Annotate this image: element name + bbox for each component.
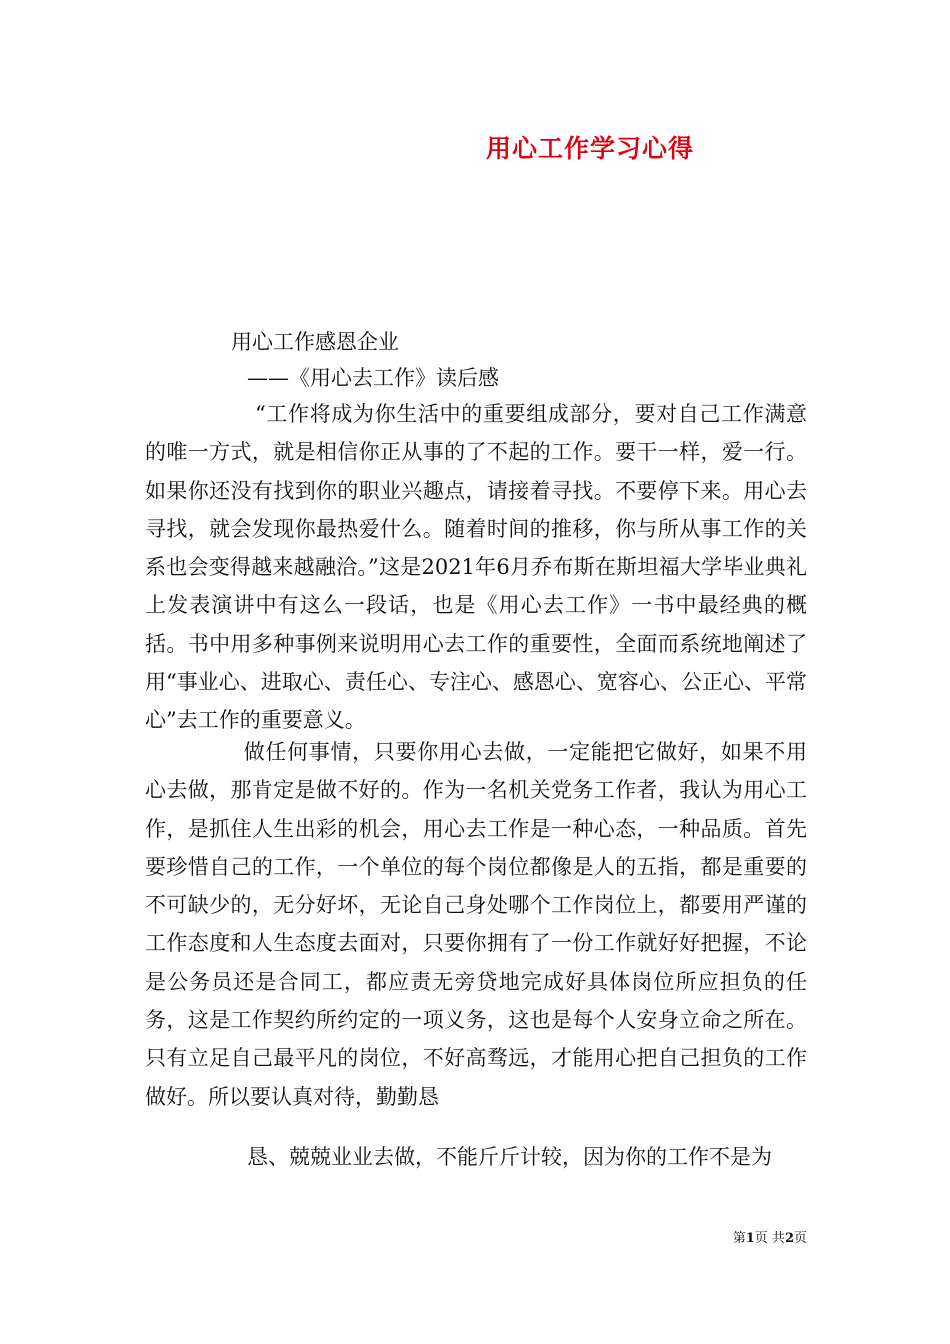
footer-prefix: 第 [732, 1231, 746, 1246]
paragraph-text: 恳、兢兢业业去做，不能斤斤计较，因为你的工作不是为 [247, 1145, 772, 1169]
footer-total-pages: 2 [784, 1231, 794, 1246]
document-title: 用心工作学习心得 [485, 134, 694, 163]
body-paragraph [145, 1138, 807, 1176]
footer-middle: 页 共 [754, 1231, 785, 1246]
page-number-footer [733, 1230, 807, 1248]
footer-suffix: 页 [793, 1231, 807, 1246]
article-heading: 用心工作感恩企业 [231, 330, 399, 354]
footer-current-page: 1 [745, 1231, 755, 1246]
body-paragraph [145, 395, 807, 740]
paragraph-text: “工作将成为你生活中的重要组成部分，要对自己工作满意的唯一方式，就是相信你正从事的了不起的工作。要干一样，爱一行。如果你还没有找到你的职业兴趣点，请接着寻找。不要停下来。用心去寻找，就会发现你最热爱什么。随着时间的推移，你与所从事工作的关系也会变得越来越融洽。”这是2021年6月乔布斯在斯坦福大学毕业典礼上发表演讲中有这么一段话，也是《用心去工作》一书中最经典的概括。书中用多种事例来说明用心去工作的重要性，全面而系统地阐述了用“事业心、进取心、责任心、专注心、感恩心、宽容心、公正心、平常心”去工作的重要意义。 [145, 402, 807, 733]
body-paragraph [145, 733, 807, 1116]
paragraph-text: 做任何事情，只要你用心去做，一定能把它做好，如果不用心去做，那肯定是做不好的。作为一名机关党务工作者，我认为用心工作，是抓住人生出彩的机会，用心去工作是一种心态，一种品质。首先要珍惜自己的工作，一个单位的每个岗位都像是人的五指，都是重要的不可缺少的，无分好坏，无论自己身处哪个工作岗位上，都要用严谨的工作态度和人生态度去面对，只要你拥有了一份工作就好好把握，不论是公务员还是合同工，都应责无旁贷地完成好具体岗位所应担负的任务，这是工作契约所约定的一项义务，这也是每个人安身立命之所在。只有立足自己最平凡的岗位，不好高骛远，才能用心把自己担负的工作做好。所以要认真对待，勤勤恳 [145, 740, 807, 1109]
article-subheading: ——《用心去工作》读后感 [247, 366, 499, 390]
